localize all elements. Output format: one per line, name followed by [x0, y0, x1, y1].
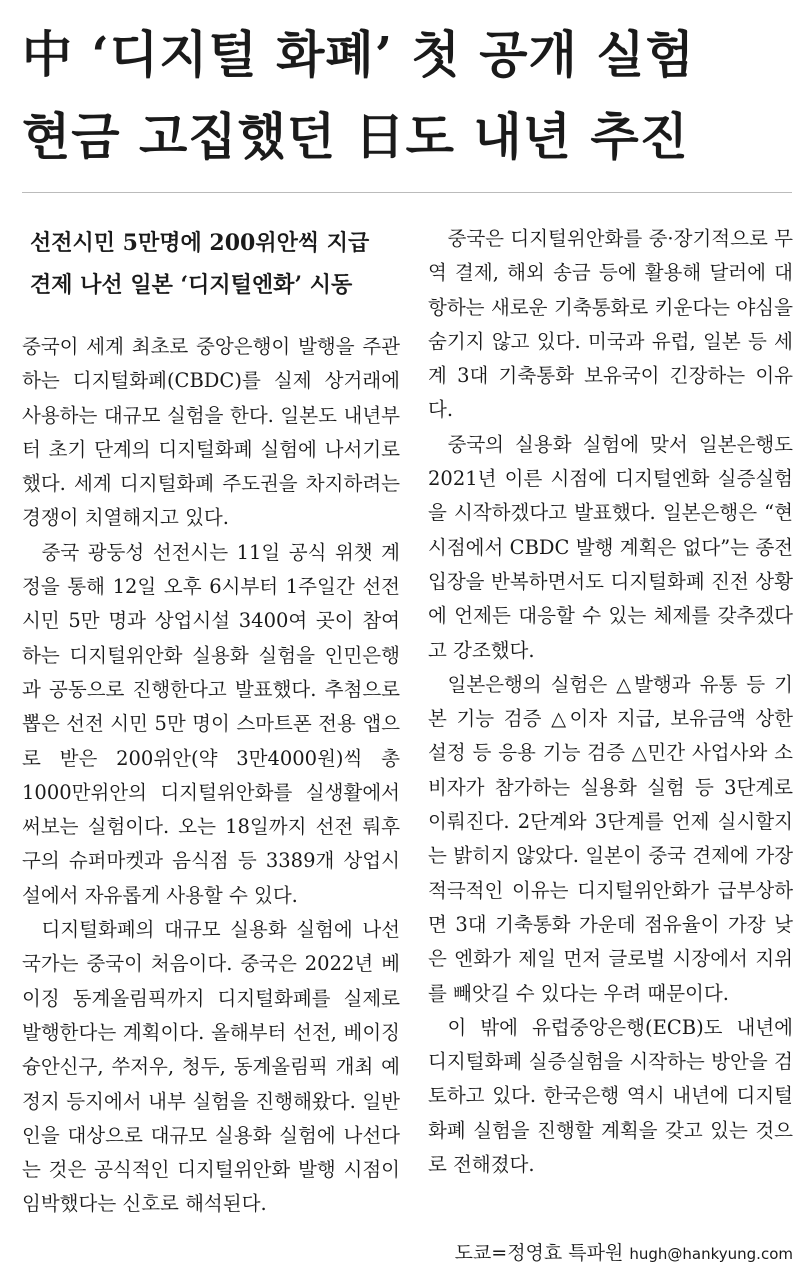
- headline: [22, 14, 792, 178]
- headline-line-1: 中 ‘디지털 화폐’ 첫 공개 실험: [22, 25, 695, 84]
- subheadline-line-1: 선전시민 5만명에 200위안씩 지급: [30, 230, 370, 256]
- subheadline: [30, 222, 400, 306]
- headline-line-2: 현금 고집했던 日도 내년 추진: [22, 107, 689, 166]
- subheadline-line-2: 견제 나선 일본 ‘디지털엔화’ 시동: [30, 272, 353, 298]
- paragraph-4: 중국은 디지털위안화를 중·장기적으로 무역 결제, 해외 송금 등에 활용해 달러에 대항하는 새로운 기축통화로 키운다는 야심을 숨기지 않고 있다. 미국과 유럽, 일본 등 세계 3대 기축통화 보유국이 긴장하는 이유다.: [428, 227, 793, 422]
- paragraph-1: 중국이 세계 최초로 중앙은행이 발행을 주관하는 디지털화폐(CBDC)를 실제 상거래에 사용하는 대규모 실험을 한다. 일본도 내년부터 초기 단계의 디지털화폐 실험에 나서기로 했다. 세계 디지털화폐 주도권을 차지하려는 경쟁이 치열해지고 있다.: [22, 335, 400, 530]
- article-column-left: [22, 222, 400, 1222]
- headline-divider: [22, 192, 792, 193]
- byline-author: 도쿄=정영효 특파원: [454, 1242, 624, 1264]
- article-column-right: [428, 222, 793, 1182]
- paragraph-7: 이 밖에 유럽중앙은행(ECB)도 내년에 디지털화폐 실증실험을 시작하는 방안을 검토하고 있다. 한국은행 역시 내년에 디지털화폐 실험을 진행할 계획을 갖고 있는 것으로 전해졌다.: [428, 1015, 793, 1177]
- paragraph-2: 중국 광둥성 선전시는 11일 공식 위챗 계정을 통해 12일 오후 6시부터 1주일간 선전 시민 5만 명과 상업시설 3400여 곳이 참여하는 디지털위안화 실용화 실험을 인민은행과 공동으로 진행한다고 발표했다. 추첨으로 뽑은 선전 시민 5만 명이 스마트폰 전용 앱으로 받은 200위안(약 3만4000원)씩 총 1000만위안의 디지털위안화를 실생활에서 써보는 실험이다. 오는 18일까지 선전 뤄후구의 슈퍼마켓과 음식점 등 3389개 상업시설에서 자유롭게 사용할 수 있다.: [22, 540, 400, 907]
- paragraph-5: 중국의 실용화 실험에 맞서 일본은행도 2021년 이른 시점에 디지털엔화 실증실험을 시작하겠다고 발표했다. 일본은행은 “현 시점에서 CBDC 발행 계획은 없다”는 종전 입장을 반복하면서도 디지털화폐 진전 상황에 언제든 대응할 수 있는 체제를 갖추겠다고 강조했다.: [428, 432, 793, 662]
- paragraph-6: 일본은행의 실험은 △발행과 유통 등 기본 기능 검증 △이자 지급, 보유금액 상한 설정 등 응용 기능 검증 △민간 사업사와 소비자가 참가하는 실용화 실험 등 3단계로 이뤄진다. 2단계와 3단계를 언제 실시할지는 밝히지 않았다. 일본이 중국 견제에 가장 적극적인 이유는 디지털위안화가 급부상하면 3대 기축통화 가운데 점유율이 가장 낮은 엔화가 제일 먼저 글로벌 시장에서 지위를 빼앗길 수 있다는 우려 때문이다.: [428, 672, 793, 1005]
- paragraph-3: 디지털화폐의 대규모 실용화 실험에 나선 국가는 중국이 처음이다. 중국은 2022년 베이징 동계올림픽까지 디지털화폐를 실제로 발행한다는 계획이다. 올해부터 선전, 베이징 슝안신구, 쑤저우, 청두, 동계올림픽 개최 예정지 등지에서 내부 실험을 진행해왔다. 일반인을 대상으로 대규모 실용화 실험에 나선다는 것은 공식적인 디지털위안화 발행 시점이 임박했다는 신호로 해석된다.: [22, 918, 400, 1216]
- byline-email[interactable]: hugh@hankyung.com: [629, 1245, 793, 1263]
- byline: [455, 1238, 793, 1269]
